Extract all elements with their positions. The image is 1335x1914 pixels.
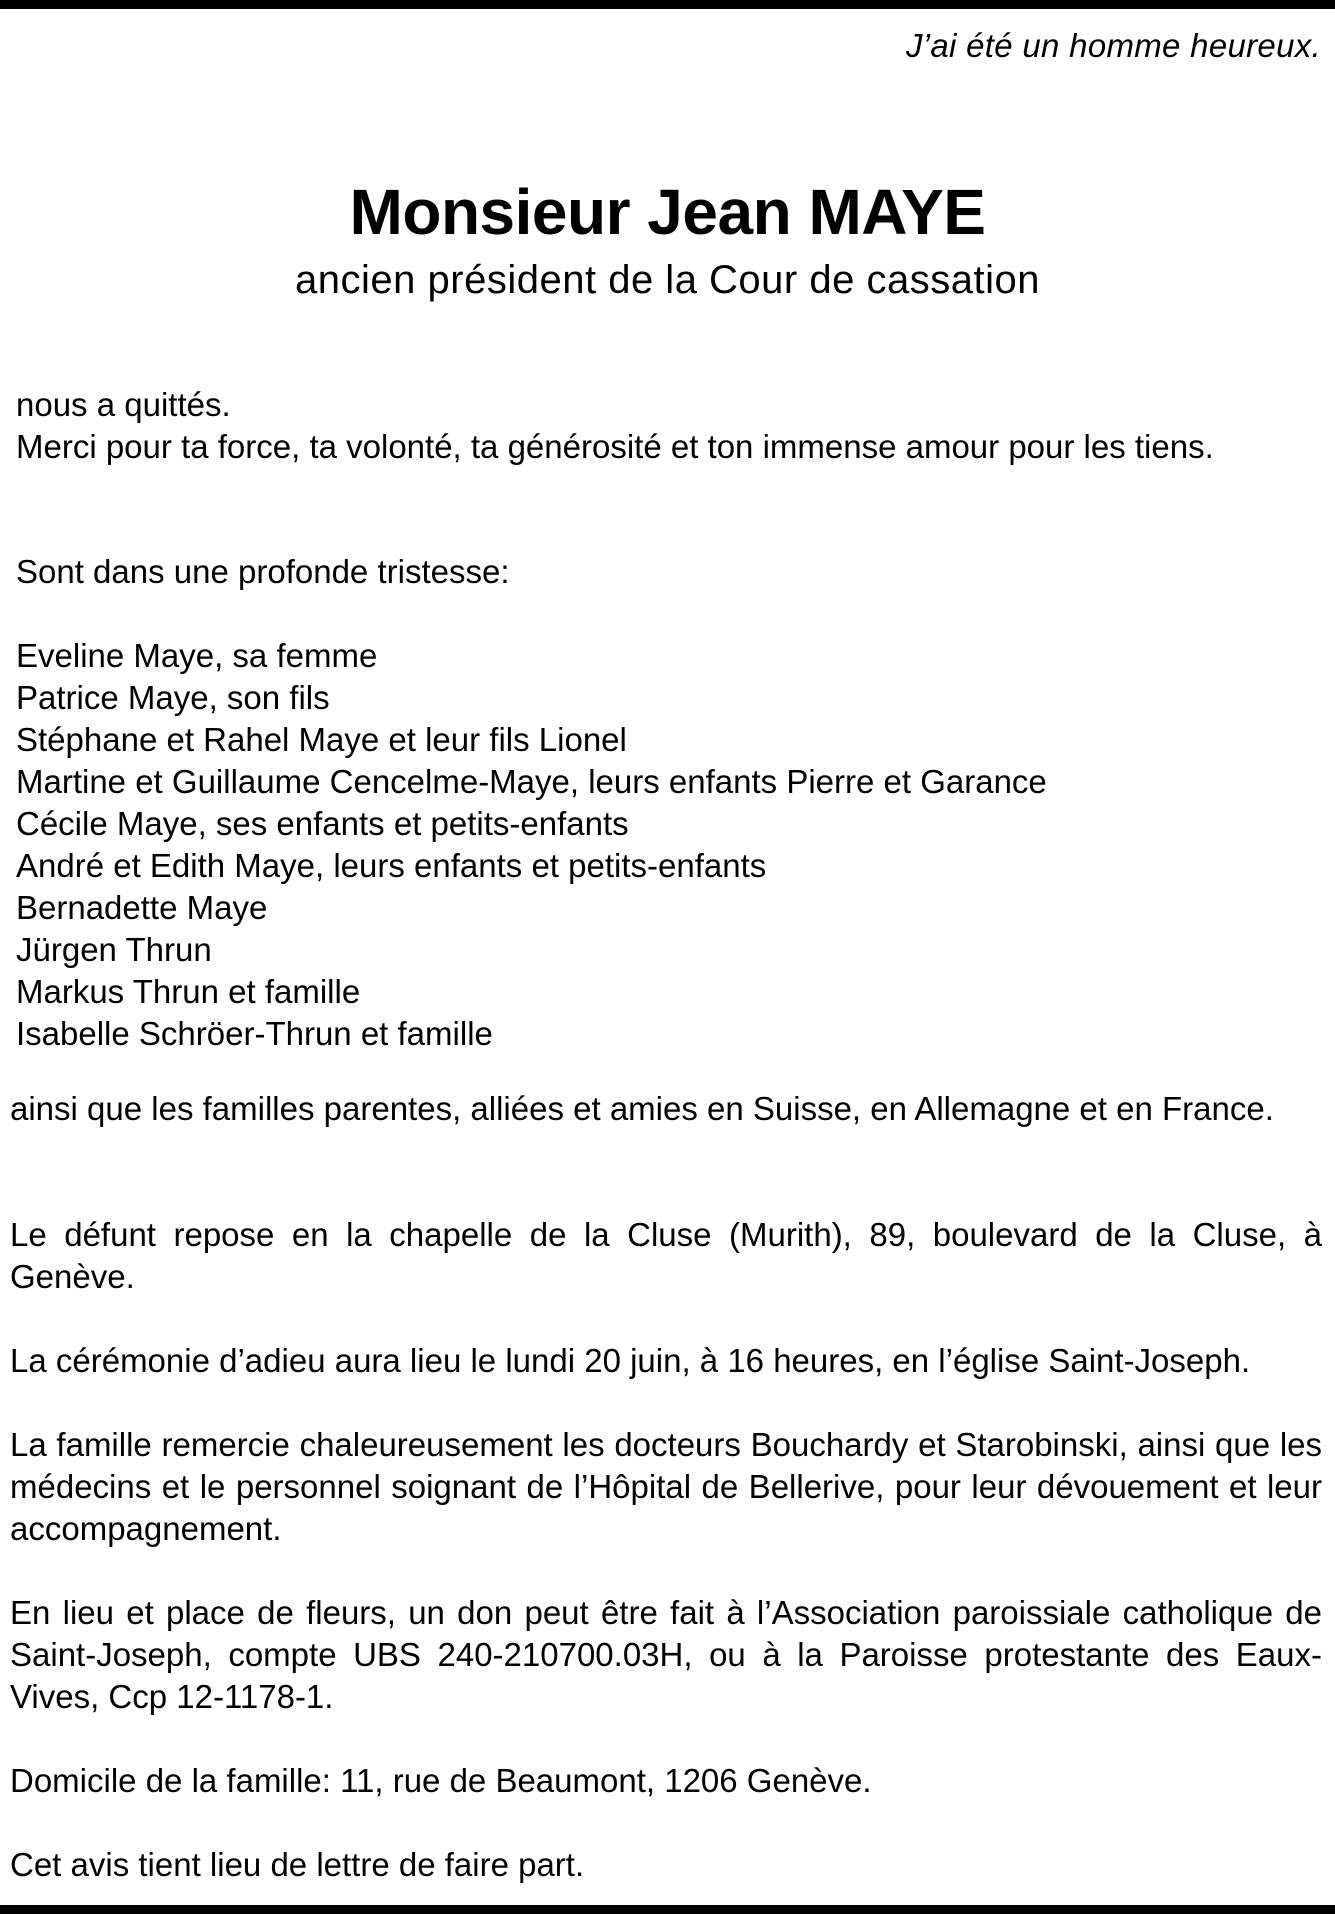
mourner-entry: Patrice Maye, son fils xyxy=(16,679,330,716)
families-paragraph: ainsi que les familles parentes, alliées et amies en Suisse, en Allemagne et en France. xyxy=(10,1090,1274,1127)
mourner-entry: André et Edith Maye, leurs enfants et petits-enfants xyxy=(16,847,767,884)
mourner-entry: Markus Thrun et famille xyxy=(16,973,361,1010)
chapel-paragraph: Le défunt repose en la chapelle de la Cluse (Murith), 89, boulevard de la Cluse, à Genève. xyxy=(10,1216,1322,1295)
deceased-title: ancien président de la Cour de cassation xyxy=(295,258,1040,302)
ceremony-paragraph: La cérémonie d’adieu aura lieu le lundi 20 juin, à 16 heures, en l’église Saint-Joseph. xyxy=(10,1342,1251,1379)
intro-block xyxy=(16,384,1316,468)
top-border-rule xyxy=(0,0,1335,9)
mourner-entry: Stéphane et Rahel Maye et leur fils Lionel xyxy=(16,721,627,758)
mourners-list xyxy=(16,635,1316,1055)
mourner-entry: Martine et Guillaume Cencelme-Maye, leurs enfants Pierre et Garance xyxy=(16,763,1047,800)
domicile-paragraph: Domicile de la famille: 11, rue de Beaumont, 1206 Genève. xyxy=(10,1762,872,1799)
mourner-entry: Jürgen Thrun xyxy=(16,931,212,968)
mourner-entry: Isabelle Schröer-Thrun et famille xyxy=(16,1015,493,1052)
donation-paragraph: En lieu et place de fleurs, un don peut être fait à l’Association paroissiale catholique de Saint-Joseph, compte UBS 240-210700.03H, ou à la Paroisse protestante des Eaux-Vives, Ccp 12-1178-1. xyxy=(10,1594,1322,1715)
notice-paragraph: Cet avis tient lieu de lettre de faire part. xyxy=(10,1846,585,1883)
mourner-entry: Eveline Maye, sa femme xyxy=(16,637,378,674)
mourner-entry: Bernadette Maye xyxy=(16,889,268,926)
mourner-entry: Cécile Maye, ses enfants et petits-enfants xyxy=(16,805,629,842)
bottom-border-rule xyxy=(0,1905,1335,1914)
intro-line-departure: nous a quittés. xyxy=(16,386,231,423)
mourners-heading: Sont dans une profonde tristesse: xyxy=(16,553,510,590)
thanks-paragraph: La famille remercie chaleureusement les docteurs Bouchardy et Starobinski, ainsi que les médecins et le personnel soignant de l’Hôpital de Bellerive, pour leur dévouement et leur accompagnement. xyxy=(10,1426,1322,1547)
epigraph-quote: J’ai été un homme heureux. xyxy=(905,27,1321,64)
intro-line-thanks: Merci pour ta force, ta volonté, ta générosité et ton immense amour pour les tiens. xyxy=(16,428,1214,465)
deceased-name-heading: Monsieur Jean MAYE xyxy=(349,176,986,248)
